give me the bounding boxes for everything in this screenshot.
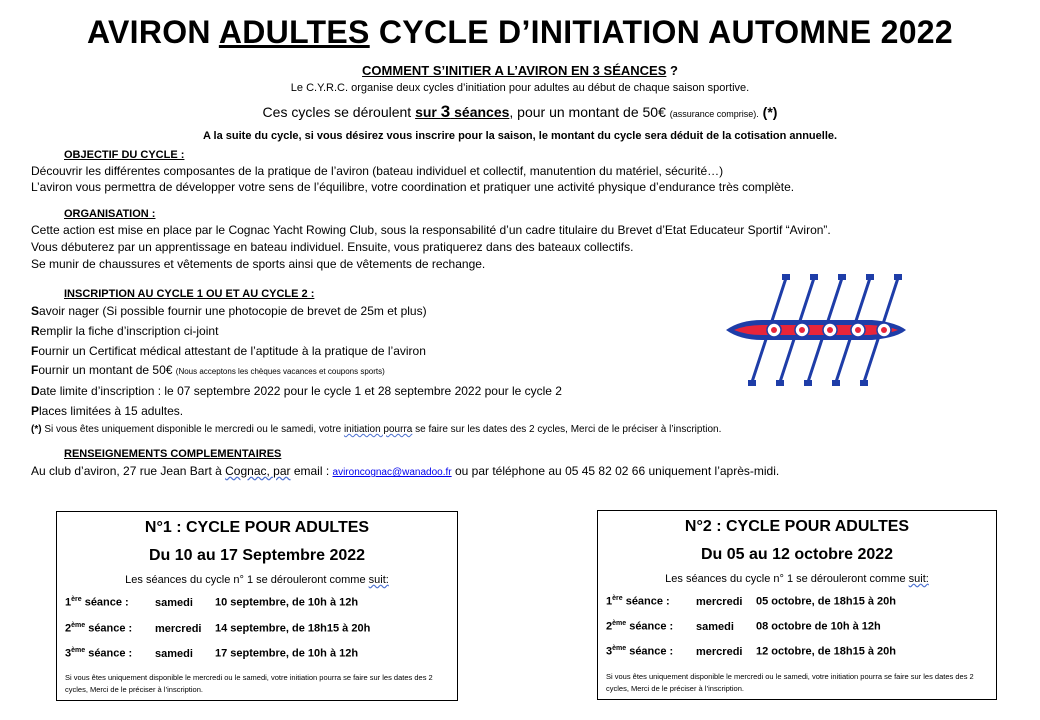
objectif-heading: OBJECTIF DU CYCLE : (64, 149, 185, 161)
cycle-title: N°1 : CYCLE POUR ADULTES (144, 519, 370, 536)
cycle-1-box (56, 511, 458, 701)
intro-line-1: Le C.Y.R.C. organise deux cycles d’initiation pour adultes au début de chaque saison sportive. (290, 82, 750, 94)
email-link[interactable]: avironcognac@wanadoo.fr (332, 467, 452, 478)
page-title: AVIRON ADULTES CYCLE D’INITIATION AUTOMNE 2022 (86, 14, 954, 50)
cycle-intro: Les séances du cycle n° 1 se dérouleront comme suit: (125, 574, 389, 586)
oar-blade (776, 380, 784, 386)
rowing-boat-illustration (722, 274, 908, 390)
oar-blade (894, 274, 902, 280)
organisation-line-1: Cette action est mise en place par le Cognac Yacht Rowing Club, sous la responsabilité d’un cadre titulaire du Brevet d’Etat Educateur Sportif “Aviron”. (31, 223, 831, 237)
subtitle: COMMENT S’INITIER A L’AVIRON EN 3 SÉANCES ? (362, 63, 678, 78)
cycle-dates: Du 10 au 17 Septembre 2022 (148, 547, 366, 564)
renseignements-heading: RENSEIGNEMENTS COMPLEMENTAIRES (64, 448, 282, 460)
session-row: 3ème séance : mercredi 12 octobre, de 18h15 à 20h (606, 645, 897, 658)
oar-blade (860, 380, 868, 386)
organisation-line-3: Se munir de chaussures et vêtements de sports ainsi que de vêtements de rechange. (31, 257, 486, 271)
organisation-heading: ORGANISATION : (64, 208, 156, 220)
session-row: 1ère séance : samedi 10 septembre, de 10h à 12h (65, 596, 359, 609)
inscription-item: Fournir un Certificat médical attestant de l’aptitude à la pratique de l’aviron (31, 344, 426, 358)
oar-blade (832, 380, 840, 386)
inscription-item: Fournir un montant de 50€ (Nous acceptons les chèques vacances et coupons sports) (31, 363, 385, 377)
organisation-line-2: Vous débuterez par un apprentissage en bateau individuel. Ensuite, vous pratiquerez dans des bateaux collectifs. (31, 240, 634, 254)
inscription-note: (*) Si vous êtes uniquement disponible le mercredi ou le samedi, votre initiation pourra se faire sur les dates des 2 cycles, Merci de le préciser à l’inscription. (31, 424, 722, 435)
cycle-intro: Les séances du cycle n° 1 se dérouleront comme suit: (665, 573, 929, 585)
intro-line-2: Ces cycles se déroulent sur 3 séances, pour un montant de 50€ (assurance comprise). (*) (262, 102, 778, 121)
cycle-note: Si vous êtes uniquement disponible le mercredi ou le samedi, votre initiation pourra se faire sur les dates des 2 cycles, Merci de le préciser à l’inscription. (65, 673, 433, 694)
session-row: 1ère séance : mercredi 05 octobre, de 18h15 à 20h (606, 595, 897, 608)
cycle-title: N°2 : CYCLE POUR ADULTES (684, 518, 910, 535)
cycle-note: Si vous êtes uniquement disponible le mercredi ou le samedi, votre initiation pourra se faire sur les dates des 2 cycles, Merci de le préciser à l’inscription. (606, 672, 974, 693)
session-row: 3ème séance : samedi 17 septembre, de 10h à 12h (65, 647, 359, 660)
session-row: 2ème séance : samedi 08 octobre de 10h à 12h (606, 620, 881, 633)
inscription-item: Places limitées à 15 adultes. (31, 404, 184, 418)
inscription-heading: INSCRIPTION AU CYCLE 1 OU ET AU CYCLE 2 : (64, 288, 315, 300)
oar-blade (748, 380, 756, 386)
oar-blade (810, 274, 818, 280)
contact-line: Au club d’aviron, 27 rue Jean Bart à Cognac, par email : avironcognac@wanadoo.fr ou par téléphone au 05 45 82 02 66 uniquement l’après-midi. (31, 464, 780, 478)
oar-blade (866, 274, 874, 280)
inscription-item: Date limite d’inscription : le 07 septembre 2022 pour le cycle 1 et 28 septembre 2022 pour le cycle 2 (31, 384, 562, 398)
cycle-2-box (597, 510, 997, 700)
inscription-item: Remplir la fiche d’inscription ci-joint (31, 324, 219, 338)
cycle-dates: Du 05 au 12 octobre 2022 (700, 546, 894, 563)
objectif-line-1: Découvrir les différentes composantes de la pratique de l’aviron (bateau individuel et collectif, manutention du matériel, sécurité…) (31, 164, 724, 178)
session-row: 2ème séance : mercredi 14 septembre, de 18h15 à 20h (65, 622, 371, 635)
oar-blade (782, 274, 790, 280)
oar-blade (838, 274, 846, 280)
objectif-line-2: L’aviron vous permettra de développer votre sens de l’équilibre, votre coordination et pratiquer une activité physique d’endurance très complète. (31, 180, 795, 194)
intro-line-3: A la suite du cycle, si vous désirez vous inscrire pour la saison, le montant du cycle sera déduit de la cotisation annuelle. (202, 130, 838, 142)
inscription-item: Savoir nager (Si possible fournir une photocopie de brevet de 25m et plus) (31, 304, 427, 318)
oar-blade (804, 380, 812, 386)
